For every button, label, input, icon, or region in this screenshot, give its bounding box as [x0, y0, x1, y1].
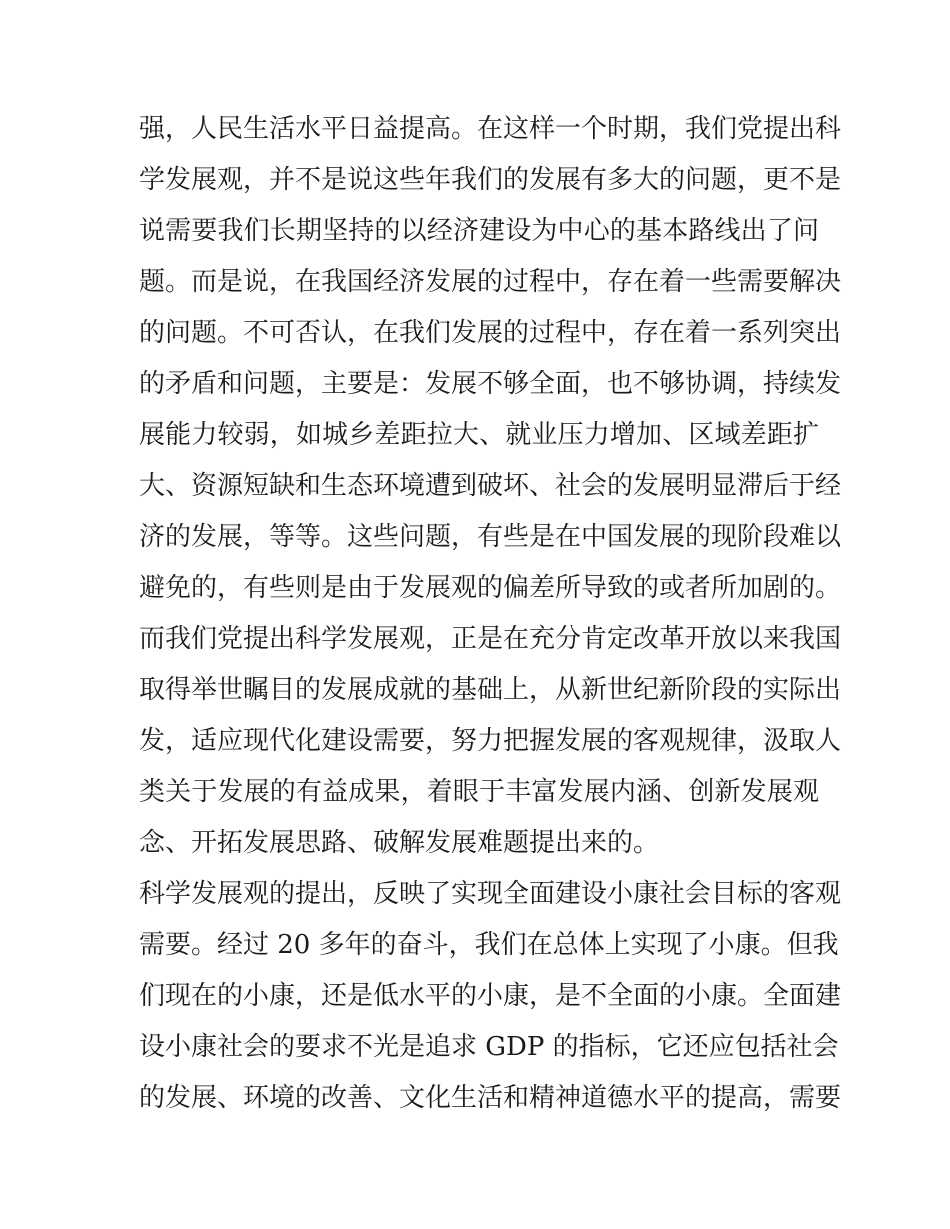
paragraph-1 — [139, 104, 842, 869]
text-line: 大、资源短缺和生态环境遭到破坏、社会的发展明显滞后于经 — [139, 471, 842, 501]
text-line: 强，人民生活水平日益提高。在这样一个时期，我们党提出科 — [139, 114, 842, 144]
text-line: 的问题。不可否认，在我们发展的过程中，存在着一系列突出 — [139, 318, 842, 348]
text-line: 避免的，有些则是由于发展观的偏差所导致的或者所加剧的。 — [139, 573, 842, 603]
text-line: 说需要我们长期坚持的以经济建设为中心的基本路线出了问 — [139, 216, 819, 246]
text-line: 设小康社会的要求不光是追求 GDP 的指标，它还应包括社会 — [139, 1032, 839, 1062]
text-line: 类关于发展的有益成果，着眼于丰富发展内涵、创新发展观 — [139, 777, 819, 807]
text-line: 取得举世瞩目的发展成就的基础上，从新世纪新阶段的实际出 — [139, 675, 842, 705]
text-line: 的发展、环境的改善、文化生活和精神道德水平的提高，需要 — [139, 1083, 842, 1113]
text-line: 的矛盾和问题，主要是：发展不够全面，也不够协调，持续发 — [139, 369, 842, 399]
text-line: 而我们党提出科学发展观，正是在充分肯定改革开放以来我国 — [139, 624, 842, 654]
paragraph-2 — [139, 869, 842, 1124]
text-line: 念、开拓发展思路、破解发展难题提出来的。 — [139, 828, 660, 858]
text-line: 题。而是说，在我国经济发展的过程中，存在着一些需要解决 — [139, 267, 842, 297]
text-line: 展能力较弱，如城乡差距拉大、就业压力增加、区域差距扩 — [139, 420, 819, 450]
text-line: 发，适应现代化建设需要，努力把握发展的客观规律，汲取人 — [139, 726, 842, 756]
text-line: 学发展观，并不是说这些年我们的发展有多大的问题，更不是 — [139, 165, 842, 195]
text-line: 们现在的小康，还是低水平的小康，是不全面的小康。全面建 — [139, 981, 842, 1011]
text-line: 济的发展，等等。这些问题，有些是在中国发展的现阶段难以 — [139, 522, 842, 552]
text-line: 科学发展观的提出，反映了实现全面建设小康社会目标的客观 — [139, 879, 842, 909]
text-line: 需要。经过 20 多年的奋斗，我们在总体上实现了小康。但我 — [139, 930, 839, 960]
body-text — [139, 104, 842, 1124]
